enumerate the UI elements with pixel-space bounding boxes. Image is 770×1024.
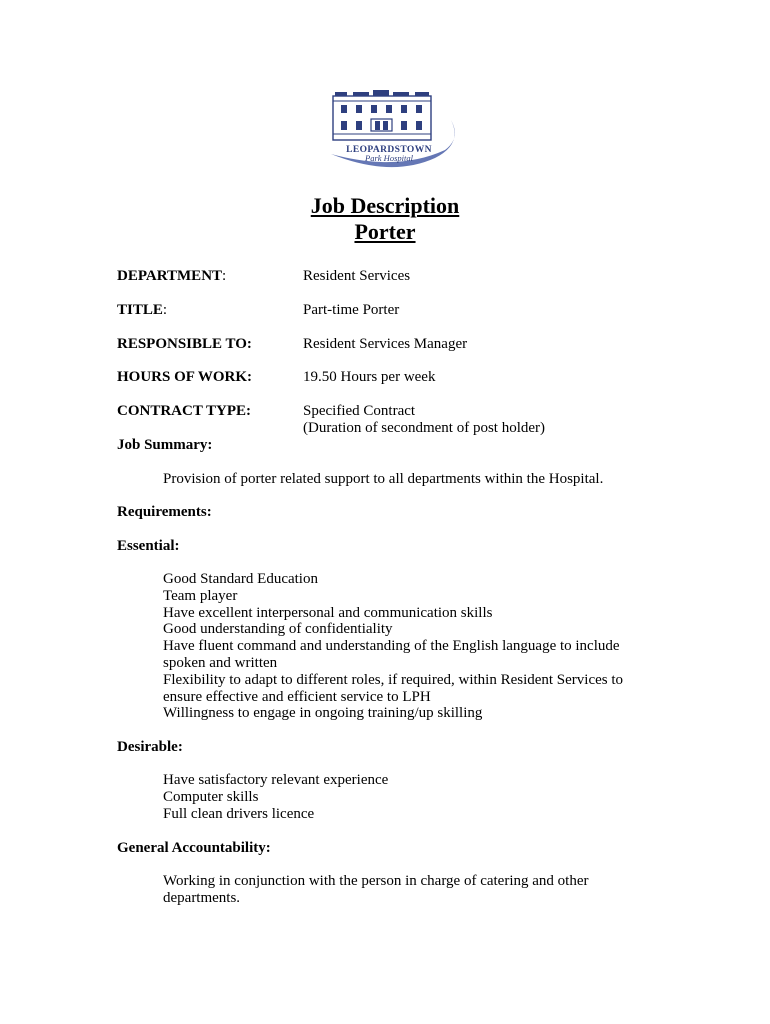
essential-list bbox=[163, 571, 663, 722]
job-summary-text: Provision of porter related support to all departments within the Hospital. bbox=[163, 471, 604, 487]
department-label: DEPARTMENT: bbox=[117, 268, 227, 284]
contract-type-note: (Duration of secondment of post holder) bbox=[303, 420, 546, 436]
list-item: Willingness to engage in ongoing training/up skilling bbox=[163, 705, 483, 722]
hours-value: 19.50 Hours per week bbox=[303, 369, 436, 385]
general-accountability-line1: Working in conjunction with the person in charge of catering and other bbox=[163, 873, 589, 889]
list-item: Good understanding of confidentiality bbox=[163, 621, 393, 638]
hospital-logo bbox=[327, 88, 462, 176]
list-item: spoken and written bbox=[163, 654, 278, 671]
contract-type-value: Specified Contract bbox=[303, 403, 416, 419]
responsible-to-label: RESPONSIBLE TO: bbox=[117, 336, 252, 352]
logo-subname: Park Hospital bbox=[365, 153, 413, 163]
title-label: TITLE: bbox=[117, 302, 168, 318]
department-value: Resident Services bbox=[303, 268, 411, 284]
general-accountability-heading: General Accountability: bbox=[117, 840, 271, 856]
hours-label: HOURS OF WORK: bbox=[117, 369, 253, 385]
list-item: Flexibility to adapt to different roles, if required, within Resident Services to bbox=[163, 671, 624, 688]
list-item: Have excellent interpersonal and communication skills bbox=[163, 604, 493, 621]
contract-type-label: CONTRACT TYPE: bbox=[117, 403, 252, 419]
essential-heading: Essential: bbox=[117, 538, 180, 554]
document-title: Job Description bbox=[310, 193, 460, 218]
job-summary-heading: Job Summary: bbox=[117, 437, 213, 453]
list-item: Full clean drivers licence bbox=[163, 805, 315, 822]
list-item: Team player bbox=[163, 587, 238, 604]
desirable-list bbox=[163, 772, 663, 822]
responsible-to-value: Resident Services Manager bbox=[303, 336, 468, 352]
document-subtitle: Porter bbox=[354, 219, 416, 244]
title-value: Part-time Porter bbox=[303, 302, 400, 318]
list-item: Good Standard Education bbox=[163, 571, 318, 587]
requirements-heading: Requirements: bbox=[117, 504, 212, 520]
hospital-logo-graphic bbox=[327, 88, 462, 176]
logo-name: LEOPARDSTOWN bbox=[346, 145, 432, 155]
desirable-heading: Desirable: bbox=[117, 739, 183, 755]
list-item: ensure effective and efficient service to LPH bbox=[163, 688, 431, 705]
general-accountability-line2: departments. bbox=[163, 890, 241, 906]
list-item: Have satisfactory relevant experience bbox=[163, 772, 389, 788]
list-item: Have fluent command and understanding of the English language to include bbox=[163, 638, 620, 655]
list-item: Computer skills bbox=[163, 788, 259, 805]
